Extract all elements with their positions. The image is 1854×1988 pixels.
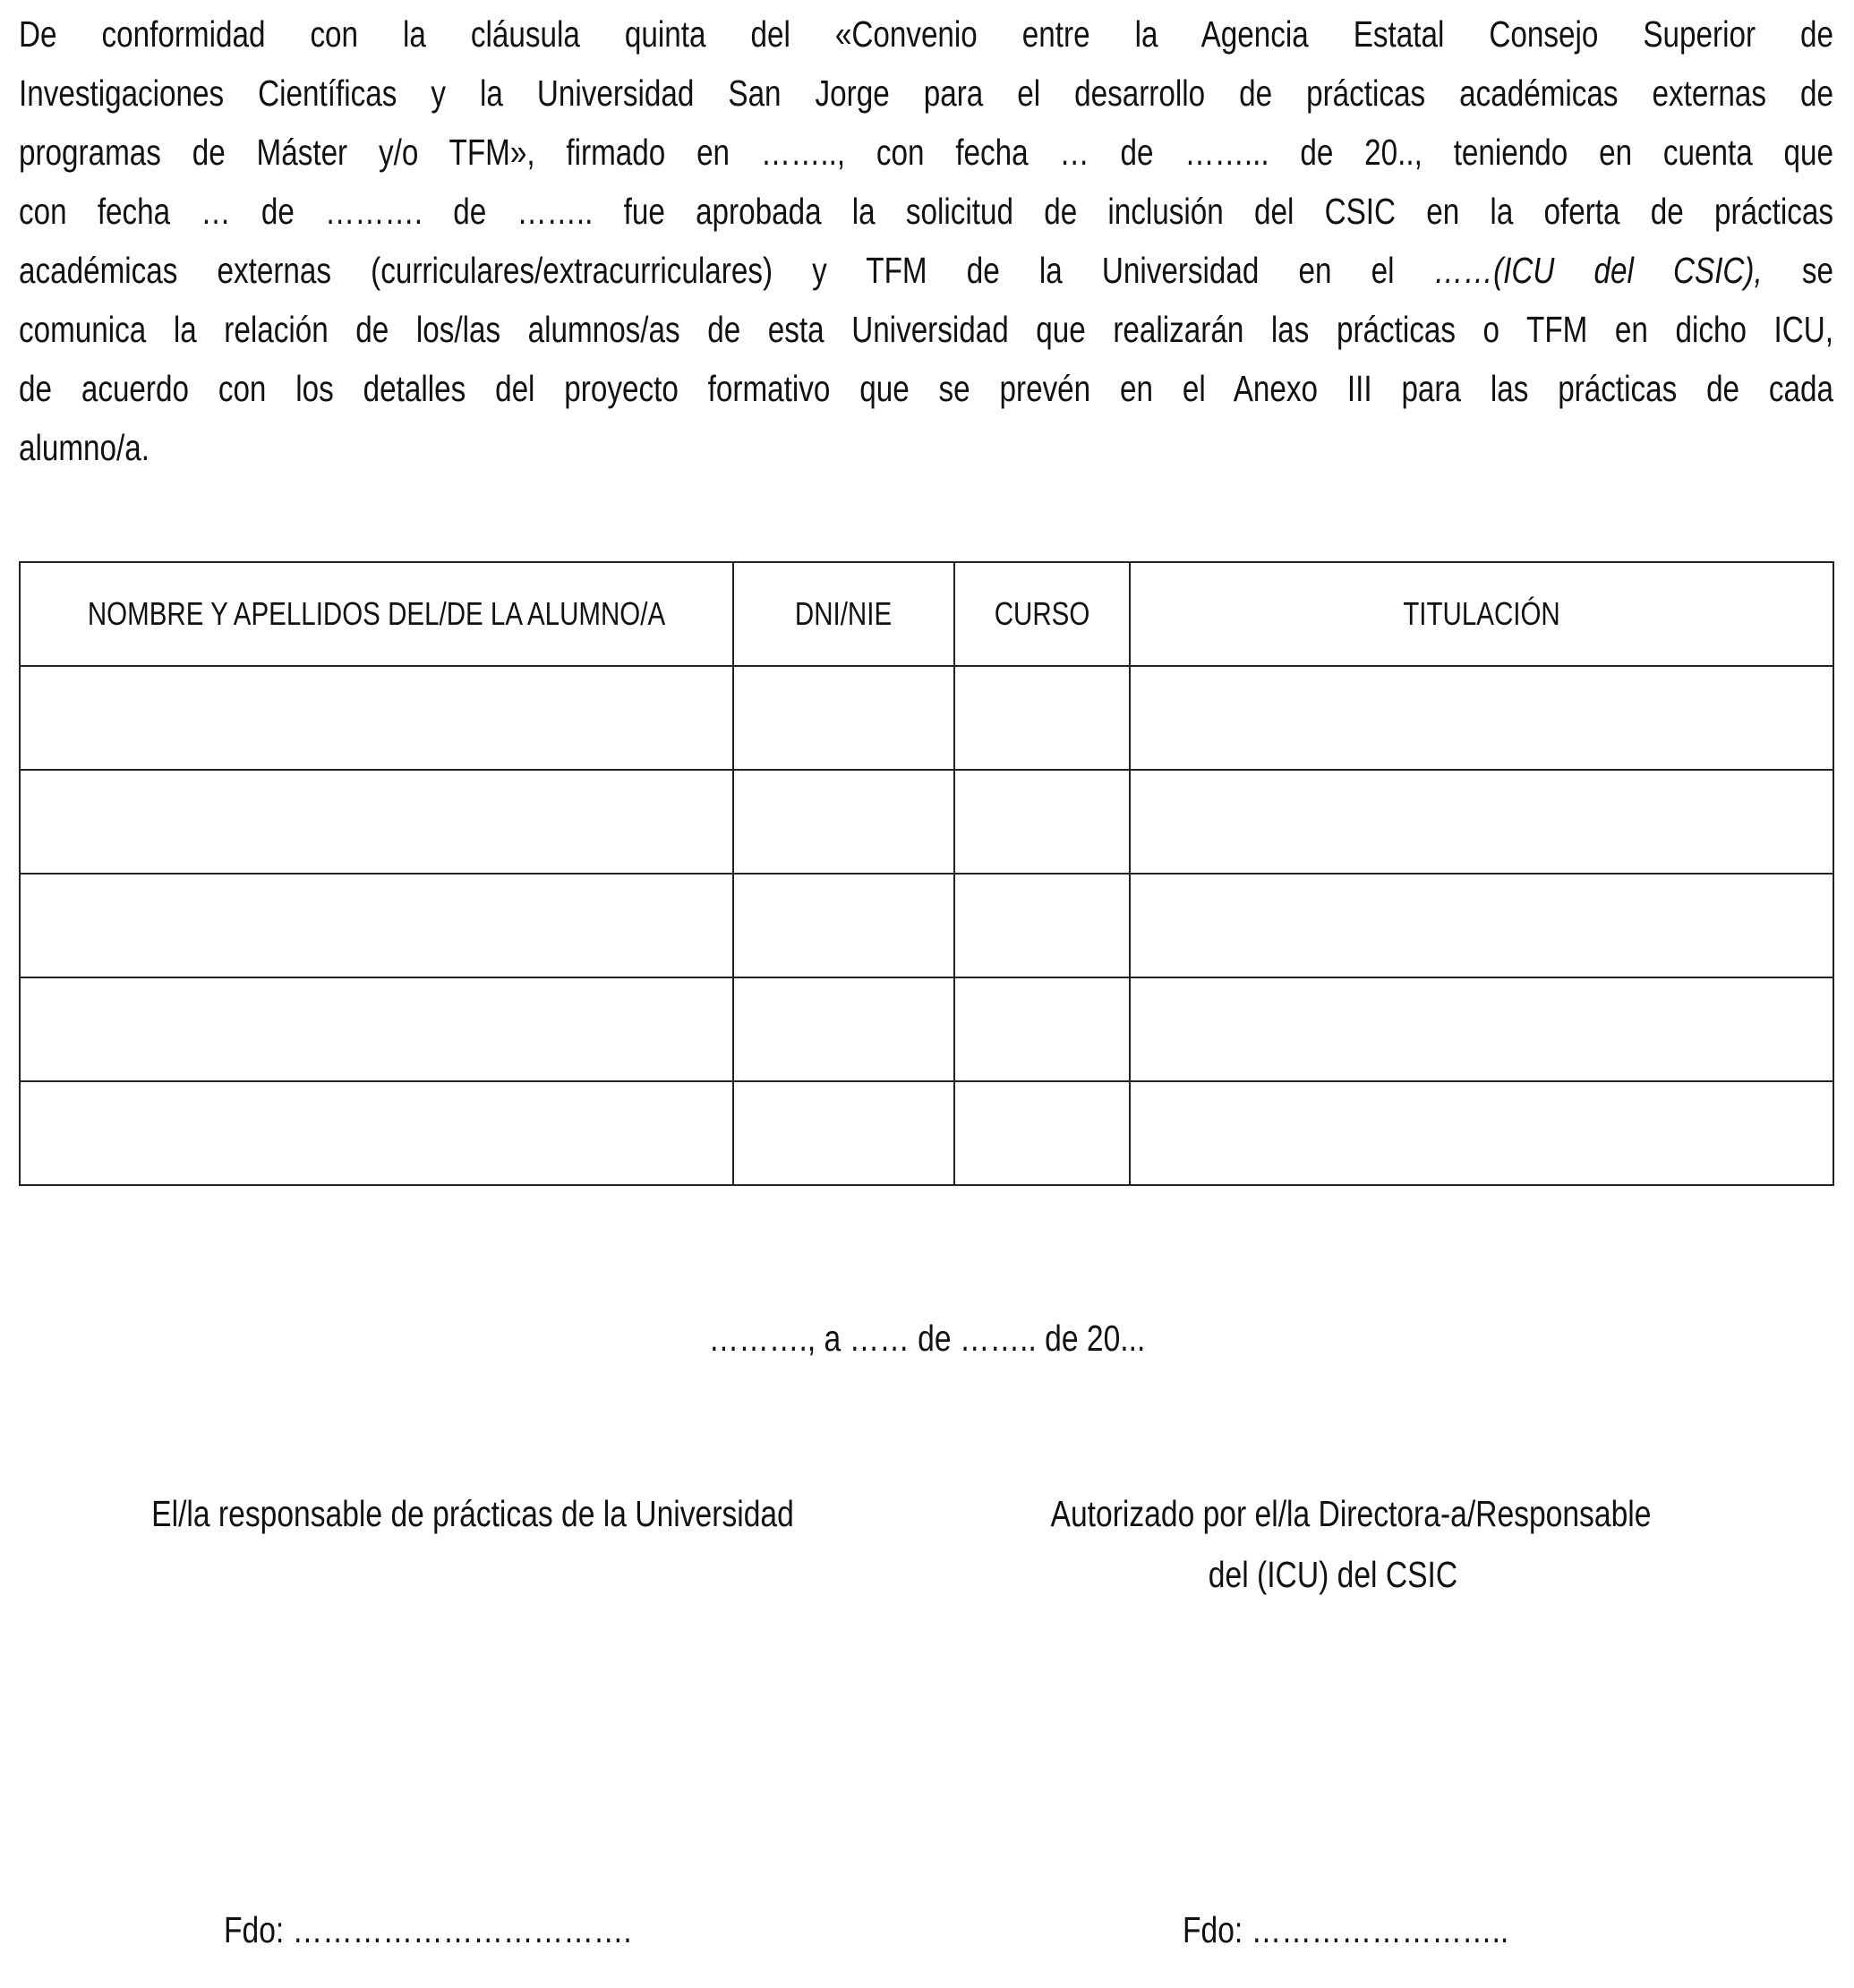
paragraph-line xyxy=(19,247,1833,306)
left-signature-label: El/la responsable de prácticas de la Universidad xyxy=(151,1493,794,1534)
paragraph-line: De conformidad con la cláusula quinta del «Convenio entre la Agencia Estatal Consejo Superior de xyxy=(19,13,1833,55)
paragraph-line: alumno/a. xyxy=(19,427,150,468)
right-signature-line: Fdo: …………………….. xyxy=(1183,1909,1509,1950)
table-cell[interactable] xyxy=(20,874,733,977)
body-paragraph xyxy=(19,11,1833,483)
table-row xyxy=(20,977,1833,1081)
header-name xyxy=(20,562,733,666)
header-text: DNI/NIE xyxy=(795,595,893,632)
table-cell[interactable] xyxy=(954,977,1130,1081)
students-table xyxy=(19,561,1834,1186)
table-cell[interactable] xyxy=(733,666,954,770)
table-cell[interactable] xyxy=(733,770,954,874)
paragraph-line: programas de Máster y/o TFM», firmado en …….., con fecha … de ……... de 20.., teniendo en cuenta que xyxy=(19,132,1833,173)
table-cell[interactable] xyxy=(733,977,954,1081)
table-cell[interactable] xyxy=(1130,666,1833,770)
date-line: ………., a …… de …….. de 20... xyxy=(708,1318,1146,1359)
line-text: se xyxy=(1762,250,1833,291)
right-signature-label-2: del (ICU) del CSIC xyxy=(1208,1554,1458,1595)
right-signature-label: Autorizado por el/la Directora-a/Responsable xyxy=(1050,1493,1652,1534)
table-cell[interactable] xyxy=(1130,1081,1833,1185)
paragraph-line: de acuerdo con los detalles del proyecto formativo que se prevén en el Anexo III para las prácticas de cada xyxy=(19,368,1833,409)
table-cell[interactable] xyxy=(733,1081,954,1185)
table-cell[interactable] xyxy=(954,1081,1130,1185)
icu-italic: ……(ICU del CSIC), xyxy=(1433,250,1763,291)
table-row xyxy=(20,770,1833,874)
table-cell[interactable] xyxy=(954,666,1130,770)
table-row xyxy=(20,1081,1833,1185)
table-cell[interactable] xyxy=(20,666,733,770)
table-cell[interactable] xyxy=(733,874,954,977)
table-cell[interactable] xyxy=(954,874,1130,977)
left-signature-line: Fdo: ……………………………. xyxy=(224,1909,632,1950)
header-text: TITULACIÓN xyxy=(1403,595,1560,632)
paragraph-line: comunica la relación de los/las alumnos/as de esta Universidad que realizarán las prácticas o TFM en dicho ICU, xyxy=(19,309,1833,350)
table-row xyxy=(20,666,1833,770)
table-cell[interactable] xyxy=(20,977,733,1081)
table-cell[interactable] xyxy=(1130,770,1833,874)
header-dni xyxy=(733,562,954,666)
table-cell[interactable] xyxy=(1130,874,1833,977)
header-titulacion xyxy=(1130,562,1833,666)
header-curso xyxy=(954,562,1130,666)
table-cell[interactable] xyxy=(954,770,1130,874)
line-text: académicas externas (curriculares/extracurriculares) y TFM de la Universidad en el xyxy=(19,250,1434,291)
paragraph-line: Investigaciones Científicas y la Universidad San Jorge para el desarrollo de prácticas académicas externas de xyxy=(19,73,1833,114)
header-text: NOMBRE Y APELLIDOS DEL/DE LA ALUMNO/A xyxy=(87,595,666,632)
table-cell[interactable] xyxy=(20,1081,733,1185)
header-text: CURSO xyxy=(994,595,1090,632)
table-cell[interactable] xyxy=(20,770,733,874)
table-row xyxy=(20,874,1833,977)
table-header-row xyxy=(20,562,1833,666)
paragraph-line: con fecha … de ………. de …….. fue aprobada la solicitud de inclusión del CSIC en la oferta de prácticas xyxy=(19,191,1833,232)
table-cell[interactable] xyxy=(1130,977,1833,1081)
